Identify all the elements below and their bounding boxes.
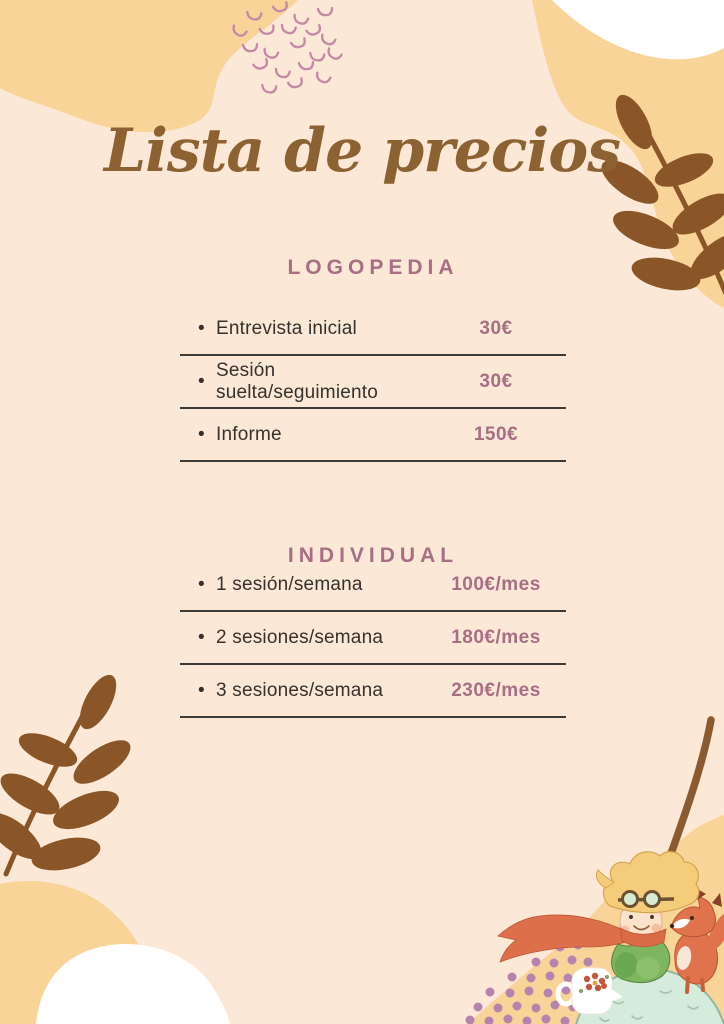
- table-row: [180, 303, 566, 356]
- leaf-icon-bottom-left: [0, 669, 137, 876]
- section-heading-logopedia: LOGOPEDIA: [287, 256, 459, 279]
- service-price: 150€: [473, 423, 519, 445]
- bullet-icon: •: [198, 423, 205, 445]
- poster-title: Lista de precios: [103, 116, 621, 186]
- service-price: 30€: [479, 370, 513, 392]
- service-label: 1 sesión/semana: [216, 573, 363, 595]
- bullet-icon: •: [198, 317, 205, 339]
- bullet-icon: •: [198, 573, 205, 595]
- service-label: Informe: [216, 423, 282, 445]
- section-heading-individual: INDIVIDUAL: [287, 544, 459, 567]
- table-row: [180, 559, 566, 612]
- service-label: 3 sesiones/semana: [216, 679, 384, 701]
- service-label: Sesión suelta/seguimiento: [216, 359, 379, 403]
- service-price: 180€/mes: [451, 626, 541, 648]
- table-row: [180, 612, 566, 665]
- bullet-icon: •: [198, 679, 205, 701]
- table-row: [180, 356, 566, 409]
- service-label: Entrevista inicial: [216, 317, 357, 339]
- service-price: 30€: [479, 317, 513, 339]
- service-label: 2 sesiones/semana: [216, 626, 384, 648]
- table-row: [180, 665, 566, 718]
- logopedia-table: [180, 303, 566, 462]
- service-price: 230€/mes: [451, 679, 541, 701]
- service-price: 100€/mes: [451, 573, 541, 595]
- bullet-icon: •: [198, 370, 205, 392]
- squiggle-pattern: [231, 2, 342, 93]
- individual-table: [180, 559, 566, 718]
- table-row: [180, 409, 566, 462]
- bullet-icon: •: [198, 626, 205, 648]
